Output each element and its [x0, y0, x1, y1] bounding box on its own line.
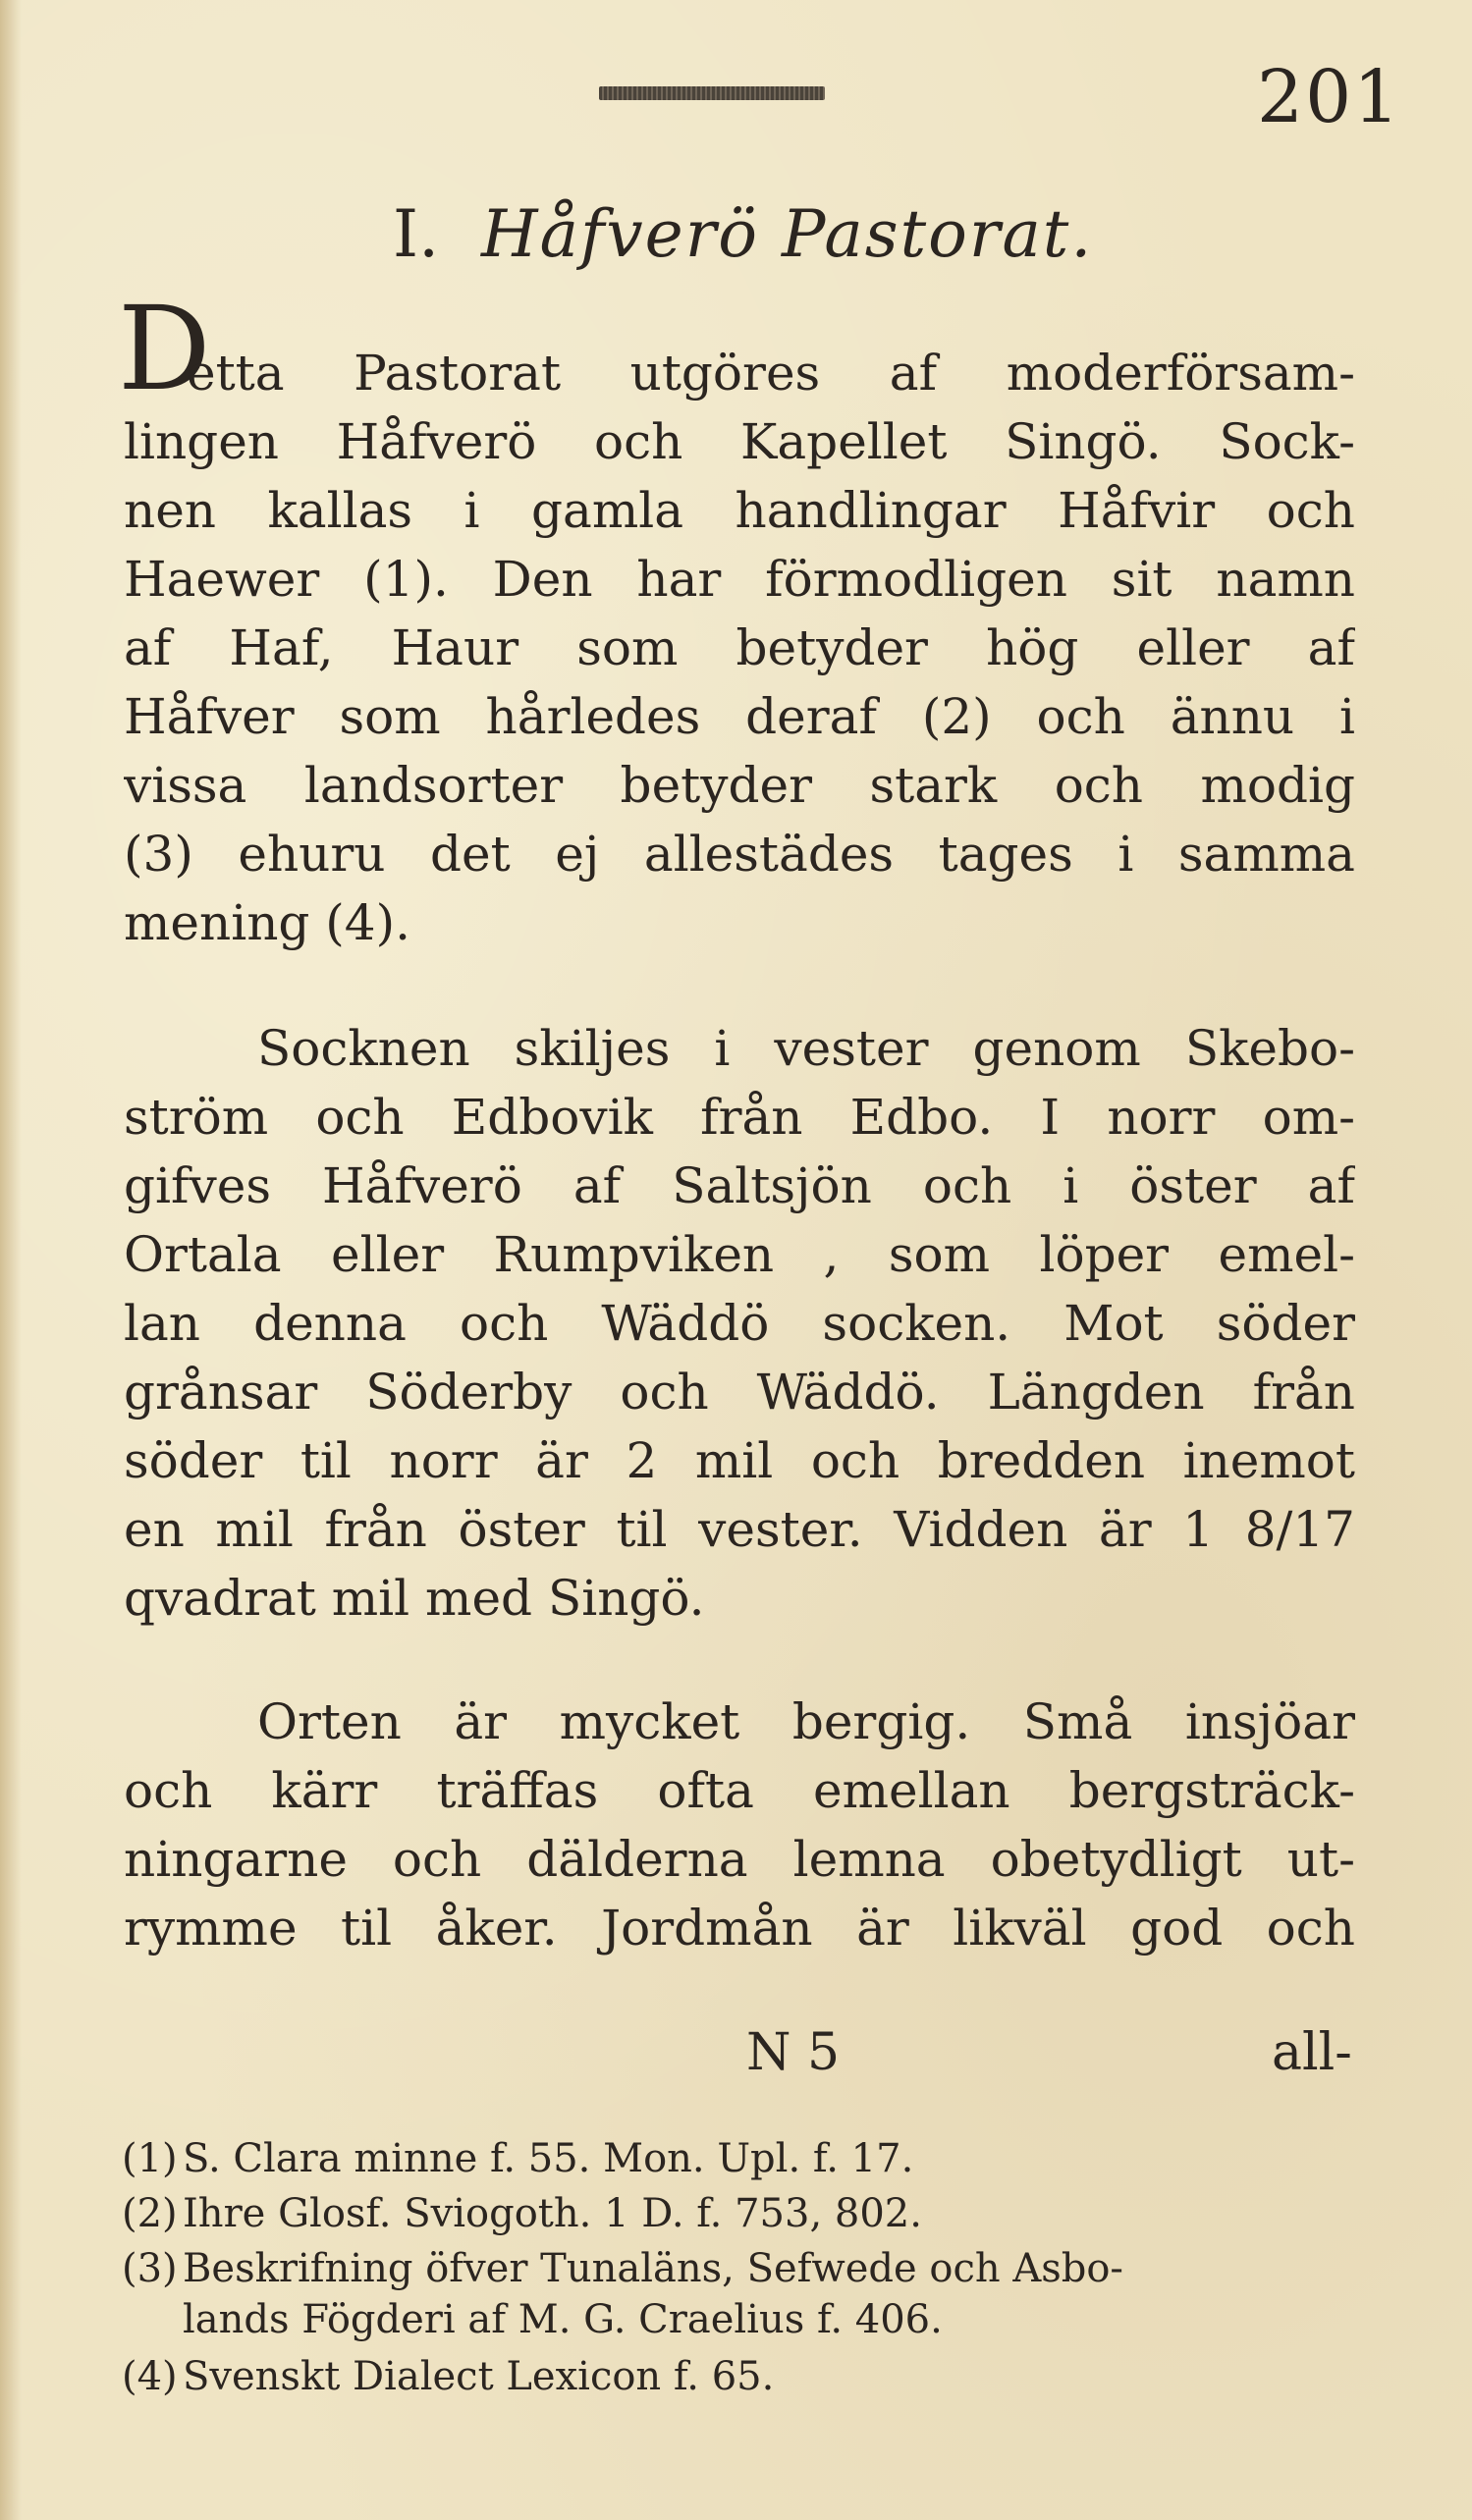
- text-line: qvadrat mil med Singö.: [124, 1571, 705, 1626]
- text-line: Håfver som hårledes deraf (2) och ännu i: [124, 689, 1355, 744]
- footnote-mark: (4): [122, 2354, 178, 2399]
- text-line: gifves Håfverö af Saltsjön och i öster af: [124, 1158, 1355, 1213]
- text-line: ström och Edbovik från Edbo. I norr om-: [124, 1090, 1355, 1145]
- section-heading: [393, 196, 1094, 272]
- footnote-mark: (1): [122, 2136, 178, 2181]
- text-line: af Haf, Haur som betyder hög eller af: [124, 620, 1355, 675]
- footnote-mark: (2): [122, 2191, 178, 2236]
- text-line: Socknen skiljes i vester genom Skebo-: [257, 1021, 1355, 1076]
- text-line: (3) ehuru det ej allestädes tages i samma: [124, 827, 1355, 882]
- text-line: lingen Håfverö och Kapellet Singö. Sock-: [124, 414, 1355, 469]
- text-line: Haewer (1). Den har förmodligen sit namn: [124, 552, 1355, 607]
- footnote-text: Beskrifning öfver Tunaläns, Sefwede och Asbo-: [183, 2246, 1123, 2291]
- footnote: [122, 2136, 1339, 2181]
- text-line: ningarne och dälderna lemna obetydligt ut-: [124, 1832, 1355, 1887]
- drop-cap: D: [118, 281, 211, 416]
- text-line: Ortala eller Rumpviken , som löper emel-: [124, 1227, 1355, 1282]
- catchword: all-: [1272, 2023, 1352, 2082]
- footnote-continuation: [183, 2297, 1400, 2342]
- footnote-text: lands Fögderi af M. G. Craelius f. 406.: [183, 2297, 943, 2342]
- page-number: 201: [1257, 55, 1402, 139]
- footnote: [122, 2191, 1339, 2236]
- footnote-text: S. Clara minne f. 55. Mon. Upl. f. 17.: [183, 2136, 914, 2181]
- header-ornament-rule: [599, 86, 825, 100]
- footnote-text: Svenskt Dialect Lexicon f. 65.: [183, 2354, 775, 2399]
- text-line: lan denna och Wäddö socken. Mot söder: [124, 1296, 1355, 1351]
- text-line: och kärr träffas ofta emellan bergsträck-: [124, 1763, 1355, 1818]
- text-line: nen kallas i gamla handlingar Håfvir och: [124, 483, 1355, 538]
- signature-mark: N 5: [746, 2023, 841, 2082]
- page-gutter-shadow: [0, 0, 22, 2520]
- footnote-text: Ihre Glosf. Sviogoth. 1 D. f. 753, 802.: [183, 2191, 922, 2236]
- text-line: mening (4).: [124, 895, 411, 950]
- text-line: etta Pastorat utgöres af moderförsam-: [187, 346, 1355, 401]
- footnote: [122, 2246, 1339, 2291]
- text-line: vissa landsorter betyder stark och modig: [124, 758, 1355, 813]
- section-number: I.: [393, 196, 440, 272]
- text-line: Orten är mycket bergig. Små insjöar: [257, 1694, 1355, 1749]
- text-line: söder til norr är 2 mil och bredden inemot: [124, 1433, 1355, 1488]
- text-line: rymme til åker. Jordmån är likväl god och: [124, 1901, 1355, 1956]
- section-title: Håfverö Pastorat.: [481, 196, 1094, 272]
- text-line: en mil från öster til vester. Vidden är 1 8/17: [124, 1502, 1355, 1557]
- text-line: grånsar Söderby och Wäddö. Längden från: [124, 1365, 1355, 1420]
- footnote-mark: (3): [122, 2246, 178, 2291]
- footnote: [122, 2354, 1339, 2399]
